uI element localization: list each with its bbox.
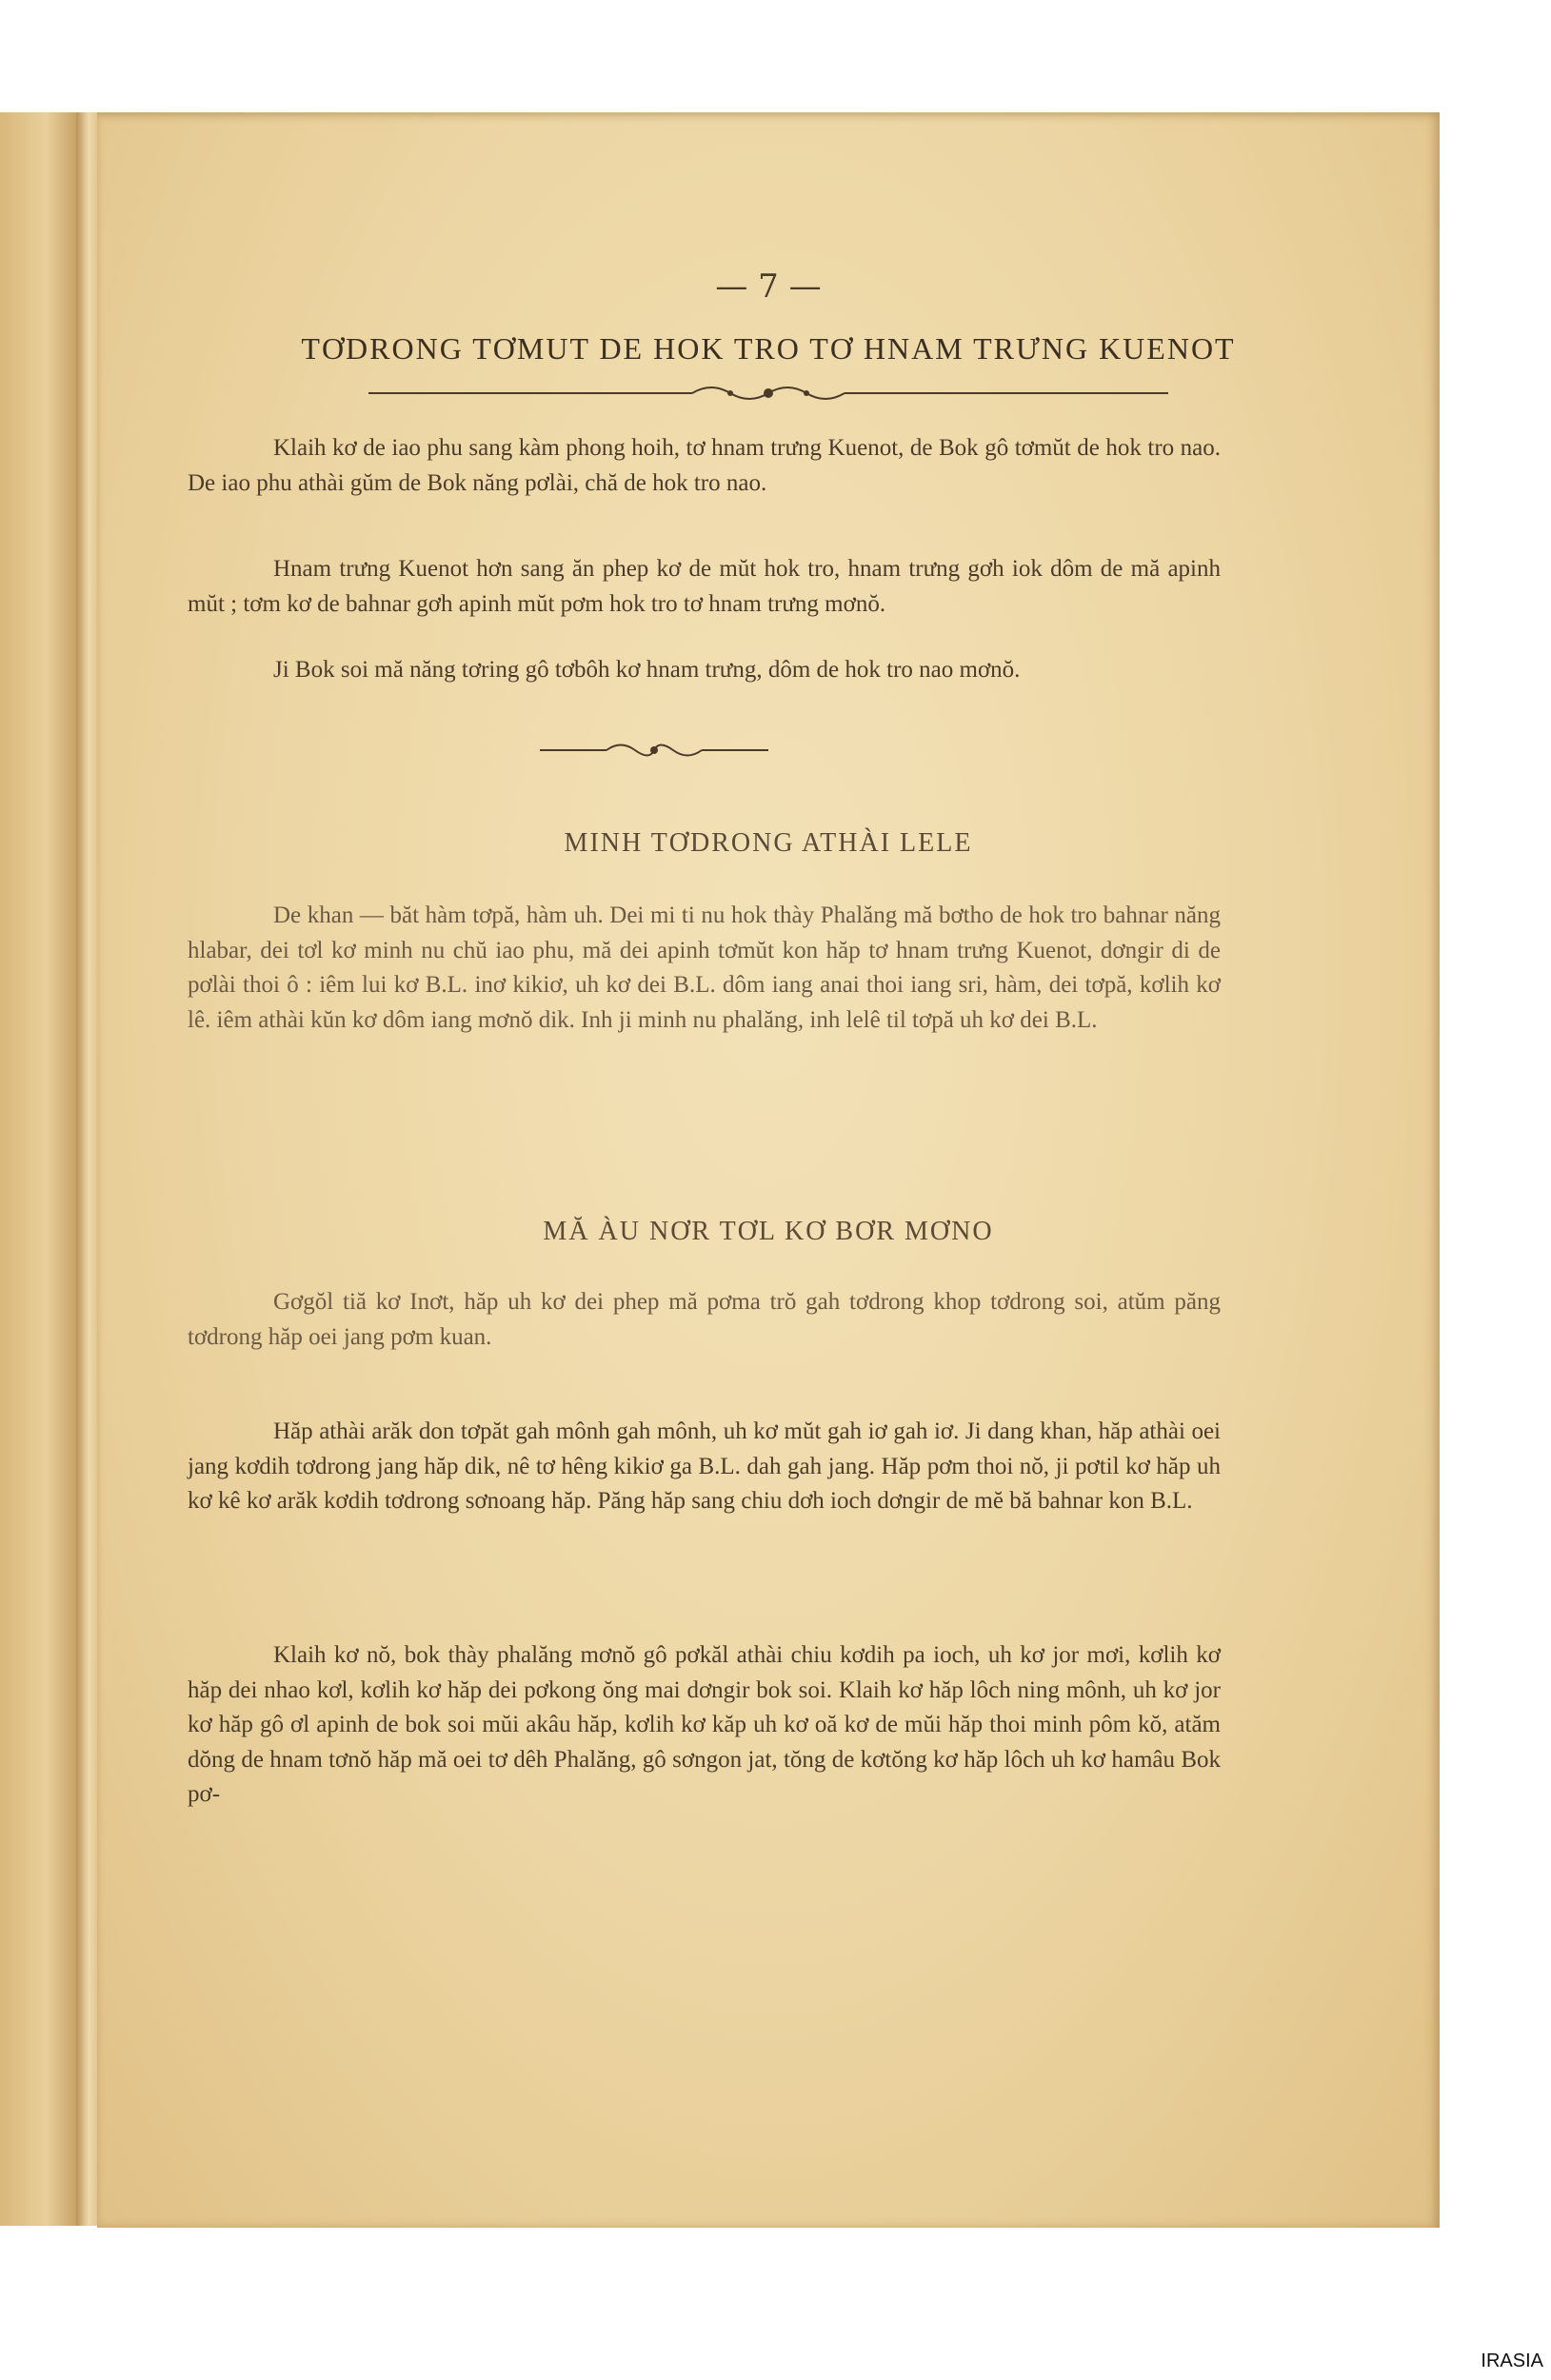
page-number: — 7 — [715, 268, 822, 306]
irasia-watermark: IRASIA [1481, 2350, 1543, 2371]
binding-gutter [76, 112, 97, 2226]
section-title-1: TƠDRONG TƠMUT DE HOK TRO TƠ HNAM TRƯNG KUENOT [301, 331, 1236, 366]
paragraph: Hăp athài arăk don tơpăt gah mônh gah mônh, uh kơ mŭt gah iơ gah iơ. Ji dang khan, hăp athài oei jang kơdih tơdrong jang hăp dik, nê tơ hêng kikiơ ga B.L. dah gah jang. Hăp pơm thoi nŏ, ji pơtil kơ hăp uh kơ kê kơ arăk kơdih tơdrong sơnoang hăp. Păng hăp sang chiu dơh ioch dơngir de mĕ bă bahnar kon B.L. [188, 1418, 1221, 1514]
title-divider-ornament [368, 379, 1168, 407]
section-title-2: MINH TƠDRONG ATHÀI LELE [564, 828, 973, 858]
previous-page-edge [0, 112, 79, 2226]
paragraph: Klaih kơ de iao phu sang kàm phong hoih, tơ hnam trưng Kuenot, de Bok gô tơmŭt de hok tro nao. De iao phu athài gŭm de Bok năng pơlài, chă de hok tro nao. [188, 435, 1221, 496]
document-page [97, 112, 1440, 2228]
paragraph: Hnam trưng Kuenot hơn sang ăn phep kơ de mŭt hok tro, hnam trưng gơh iok dôm de mă apinh mŭt ; tơm kơ de bahnar gơh apinh mŭt pơm hok tro tơ hnam trưng mơnŏ. [188, 556, 1221, 617]
paragraph: Ji Bok soi mă năng tơring gô tơbôh kơ hnam trưng, dôm de hok tro nao mơnŏ. [273, 657, 1021, 683]
section-title-3: MĂ ÀU NƠR TƠL KƠ BƠR MƠNO [543, 1217, 994, 1246]
section-divider-ornament [540, 736, 768, 764]
paragraph: Gơgŏl tiă kơ Inơt, hăp uh kơ dei phep mă pơma trŏ gah tơdrong khop tơdrong soi, atŭm păng tơdrong hăp oei jang pơm kuan. [188, 1289, 1221, 1350]
paragraph: De khan — băt hàm tơpă, hàm uh. Dei mi ti nu hok thày Phalăng mă bơtho de hok tro bahnar năng hlabar, dei tơl kơ minh nu chŭ iao phu, mă dei apinh tơmŭt kon hăp tơ hnam trưng Kuenot, dơngir di de pơlài thoi ô : iêm lui kơ B.L. inơ kikiơ, uh kơ dei B.L. dôm iang anai thoi iang sri, hàm, dei tơpă, kơlih kơ lê. iêm athài kŭn kơ dôm iang mơnŏ dik. Inh ji minh nu phalăng, inh lelê til tơpă uh kơ dei B.L. [188, 902, 1221, 1033]
paragraph: Klaih kơ nŏ, bok thày phalăng mơnŏ gô pơkăl athài chiu kơdih pa ioch, uh kơ jor mơi, kơlih kơ hăp dei nhao kơl, kơlih kơ hăp dei pơkong ŏng mai dơngir bok soi. Klaih kơ hăp lôch ning mônh, uh kơ jor kơ hăp gô ơl apinh de bok soi mŭi akâu hăp, kơlih kơ kăp uh kơ oă kơ de mŭi hăp thoi minh pôm kŏ, atăm dŏng de hnam tơnŏ hăp mă oei tơ dêh Phalăng, gô sơngon jat, tŏng de kơtŏng kơ hăp lôch uh kơ hamâu Bok pơ- [188, 1642, 1221, 1807]
